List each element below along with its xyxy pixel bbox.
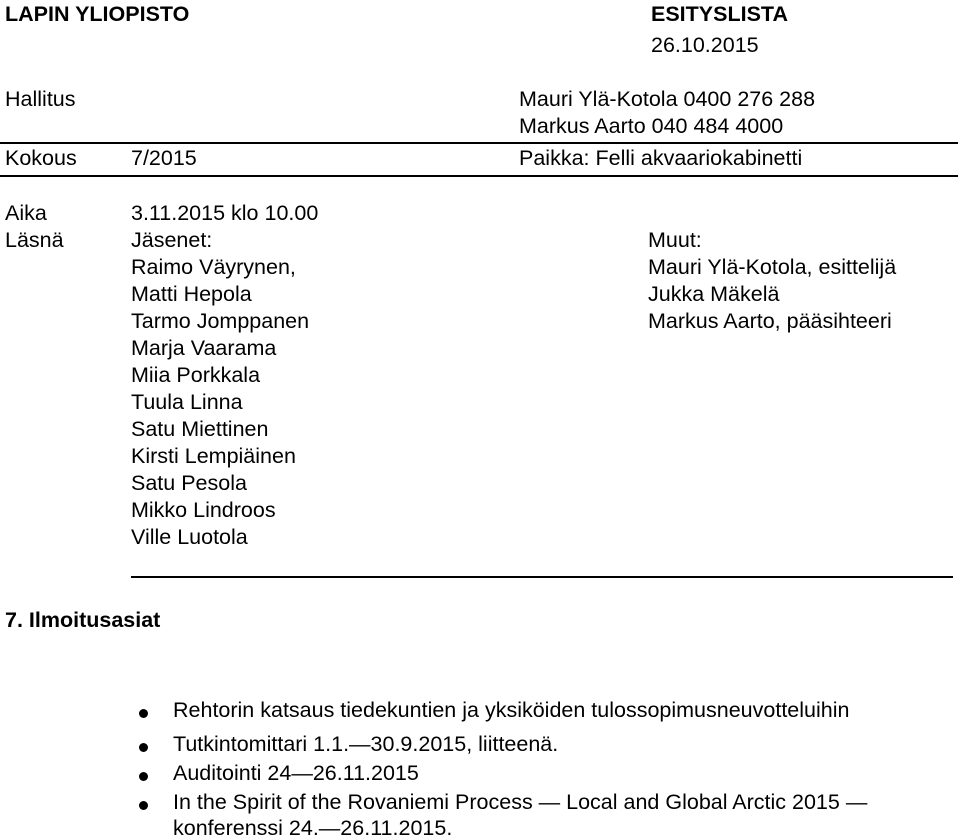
members-column: [131, 227, 309, 551]
list-item-continuation: [137, 818, 867, 838]
member-name: Kirsti Lempiäinen: [131, 444, 296, 468]
bullet-icon: [139, 801, 148, 810]
contact-line-1: Mauri Ylä-Kotola 0400 276 288: [519, 87, 816, 111]
meeting-number: 7/2015: [131, 146, 197, 170]
list-item-text: Tutkintomittari 1.1.—30.9.2015, liitteenä.: [173, 732, 559, 756]
list-item: [137, 763, 867, 792]
header-divider: [0, 142, 958, 144]
member-name: Tarmo Jomppanen: [131, 309, 310, 333]
list-item-text: In the Spirit of the Rovaniemi Process — Local and Global Arctic 2015 —: [173, 790, 868, 814]
list-item-text: Rehtorin katsaus tiedekuntien ja yksiköiden tulossopimusneuvotteluihin: [173, 698, 850, 722]
members-heading: Jäsenet:: [131, 228, 213, 252]
meeting-label: Kokous: [5, 146, 77, 170]
announcement-list: [137, 700, 867, 838]
bullet-icon: [139, 772, 148, 781]
document-date: 26.10.2015: [651, 33, 759, 57]
member-name: Tuula Linna: [131, 390, 243, 414]
other-attendee: Markus Aarto, pääsihteeri: [648, 309, 892, 333]
document-type: ESITYSLISTA: [651, 2, 788, 26]
list-item-text: konferenssi 24.—26.11.2015.: [173, 816, 453, 840]
time-label: Aika: [5, 201, 47, 225]
meeting-place: Paikka: Felli akvaariokabinetti: [519, 146, 803, 170]
time-value: 3.11.2015 klo 10.00: [131, 201, 319, 225]
section-title: 7. Ilmoitusasiat: [5, 608, 161, 632]
others-heading: Muut:: [648, 228, 702, 252]
university-name: LAPIN YLIOPISTO: [5, 2, 190, 26]
other-attendee: Mauri Ylä-Kotola, esittelijä: [648, 255, 897, 279]
member-name: Ville Luotola: [131, 525, 248, 549]
member-name: Matti Hepola: [131, 282, 252, 306]
member-name: Satu Miettinen: [131, 417, 269, 441]
bullet-icon: [139, 709, 148, 718]
member-name: Miia Porkkala: [131, 363, 261, 387]
member-name: Raimo Väyrynen,: [131, 255, 296, 279]
list-item: [137, 700, 867, 730]
member-name: Marja Vaarama: [131, 336, 277, 360]
attendance-divider: [131, 576, 953, 578]
attendance-label: Läsnä: [5, 228, 64, 252]
list-item: [137, 792, 867, 818]
meeting-divider: [0, 175, 958, 177]
contact-line-2: Markus Aarto 040 484 4000: [519, 114, 784, 138]
member-name: Mikko Lindroos: [131, 498, 276, 522]
list-item: [137, 734, 867, 763]
list-item-text: Auditointi 24—26.11.2015: [173, 761, 419, 785]
bullet-icon: [139, 743, 148, 752]
other-attendee: Jukka Mäkelä: [648, 282, 780, 306]
member-name: Satu Pesola: [131, 471, 247, 495]
board-label: Hallitus: [5, 87, 76, 111]
others-column: [648, 227, 896, 335]
